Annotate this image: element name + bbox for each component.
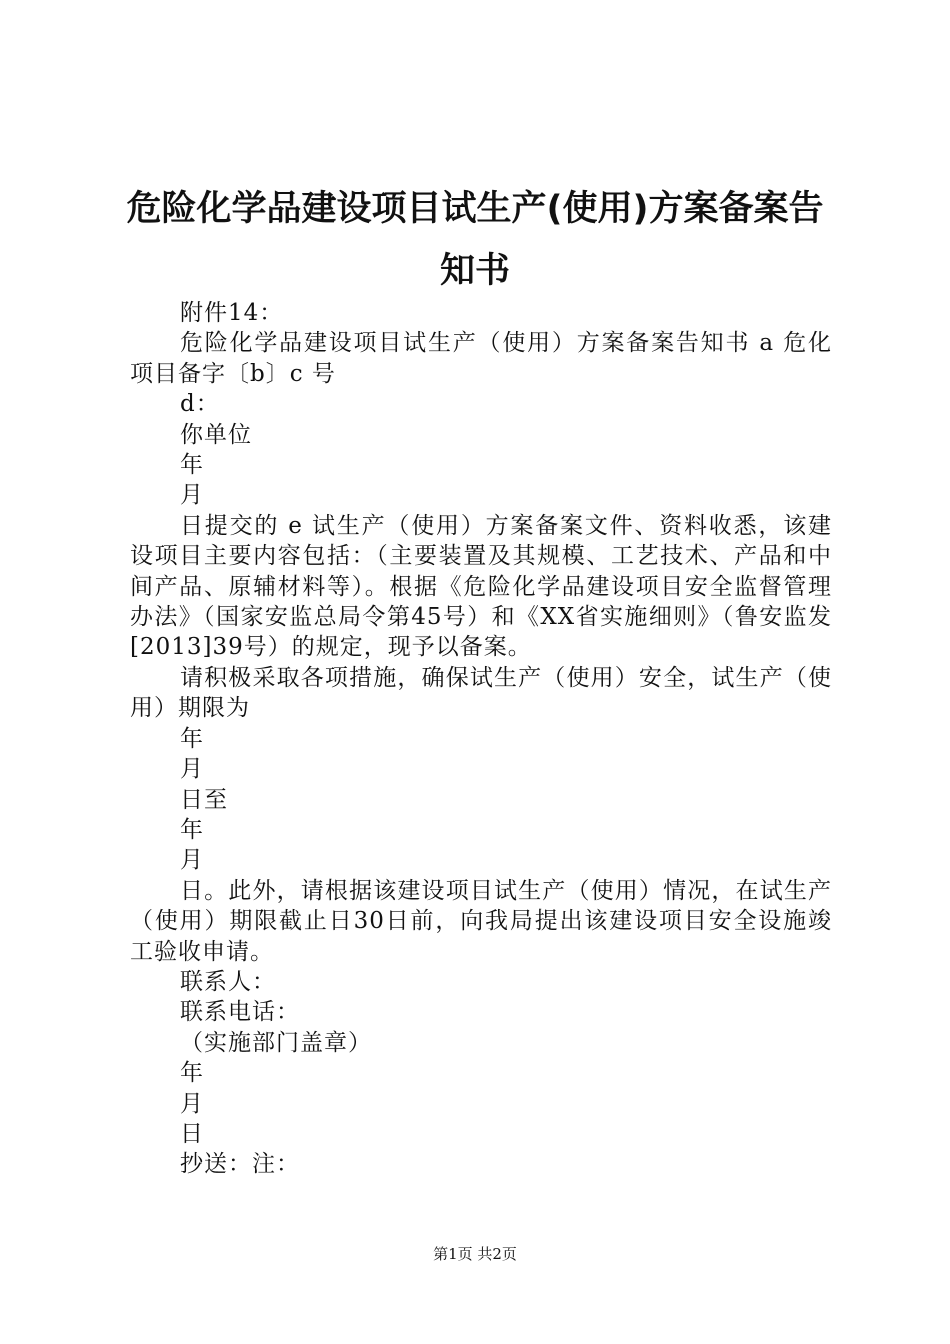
paragraph-attachment: 附件14： xyxy=(180,300,284,326)
paragraph-phone: 联系电话： xyxy=(180,999,300,1026)
paragraph-month: 月 xyxy=(180,482,204,509)
paragraph-day: 日 xyxy=(180,1120,204,1147)
paragraph-year: 年 xyxy=(180,816,204,843)
paragraph-acceptance: 日。此外，请根据该建设项目试生产（使用）情况，在试生产（使用）期限截止日30日前，向我局提出该建设项目安全设施竣工验收申请。 xyxy=(130,877,832,965)
document-body xyxy=(130,298,832,1180)
page-footer: 第1页 共2页 xyxy=(433,1245,517,1263)
paragraph-month: 月 xyxy=(180,847,204,874)
document-title: 危险化学品建设项目试生产(使用)方案备案告知书 xyxy=(126,189,824,291)
paragraph-contact: 联系人： xyxy=(180,968,276,995)
paragraph-unit: 你单位 xyxy=(180,421,252,448)
paragraph-month: 月 xyxy=(180,1090,204,1117)
paragraph-heading: 危险化学品建设项目试生产（使用）方案备案告知书 a 危化项目备字〔b〕c 号 xyxy=(130,330,832,387)
paragraph-month: 月 xyxy=(180,756,204,783)
paragraph-main: 日提交的 e 试生产（使用）方案备案文件、资料收悉，该建设项目主要内容包括：（主要装置及其规模、工艺技术、产品和中间产品、原辅材料等）。根据《危险化学品建设项目安全监督管理办法》（国家安监总局令第45号）和《XX省实施细则》（鲁安监发[2013]39号）的规定，现予以备案。 xyxy=(130,512,832,661)
paragraph-day-to: 日至 xyxy=(180,786,228,813)
paragraph-year: 年 xyxy=(180,725,204,752)
paragraph-period: 请积极采取各项措施，确保试生产（使用）安全，试生产（使用）期限为 xyxy=(130,664,832,722)
paragraph-year: 年 xyxy=(180,1060,204,1087)
paragraph-cc: 抄送：注： xyxy=(180,1151,300,1178)
paragraph-seal: （实施部门盖章） xyxy=(180,1029,372,1056)
paragraph-recipient: d： xyxy=(180,391,220,418)
paragraph-year: 年 xyxy=(180,452,204,479)
